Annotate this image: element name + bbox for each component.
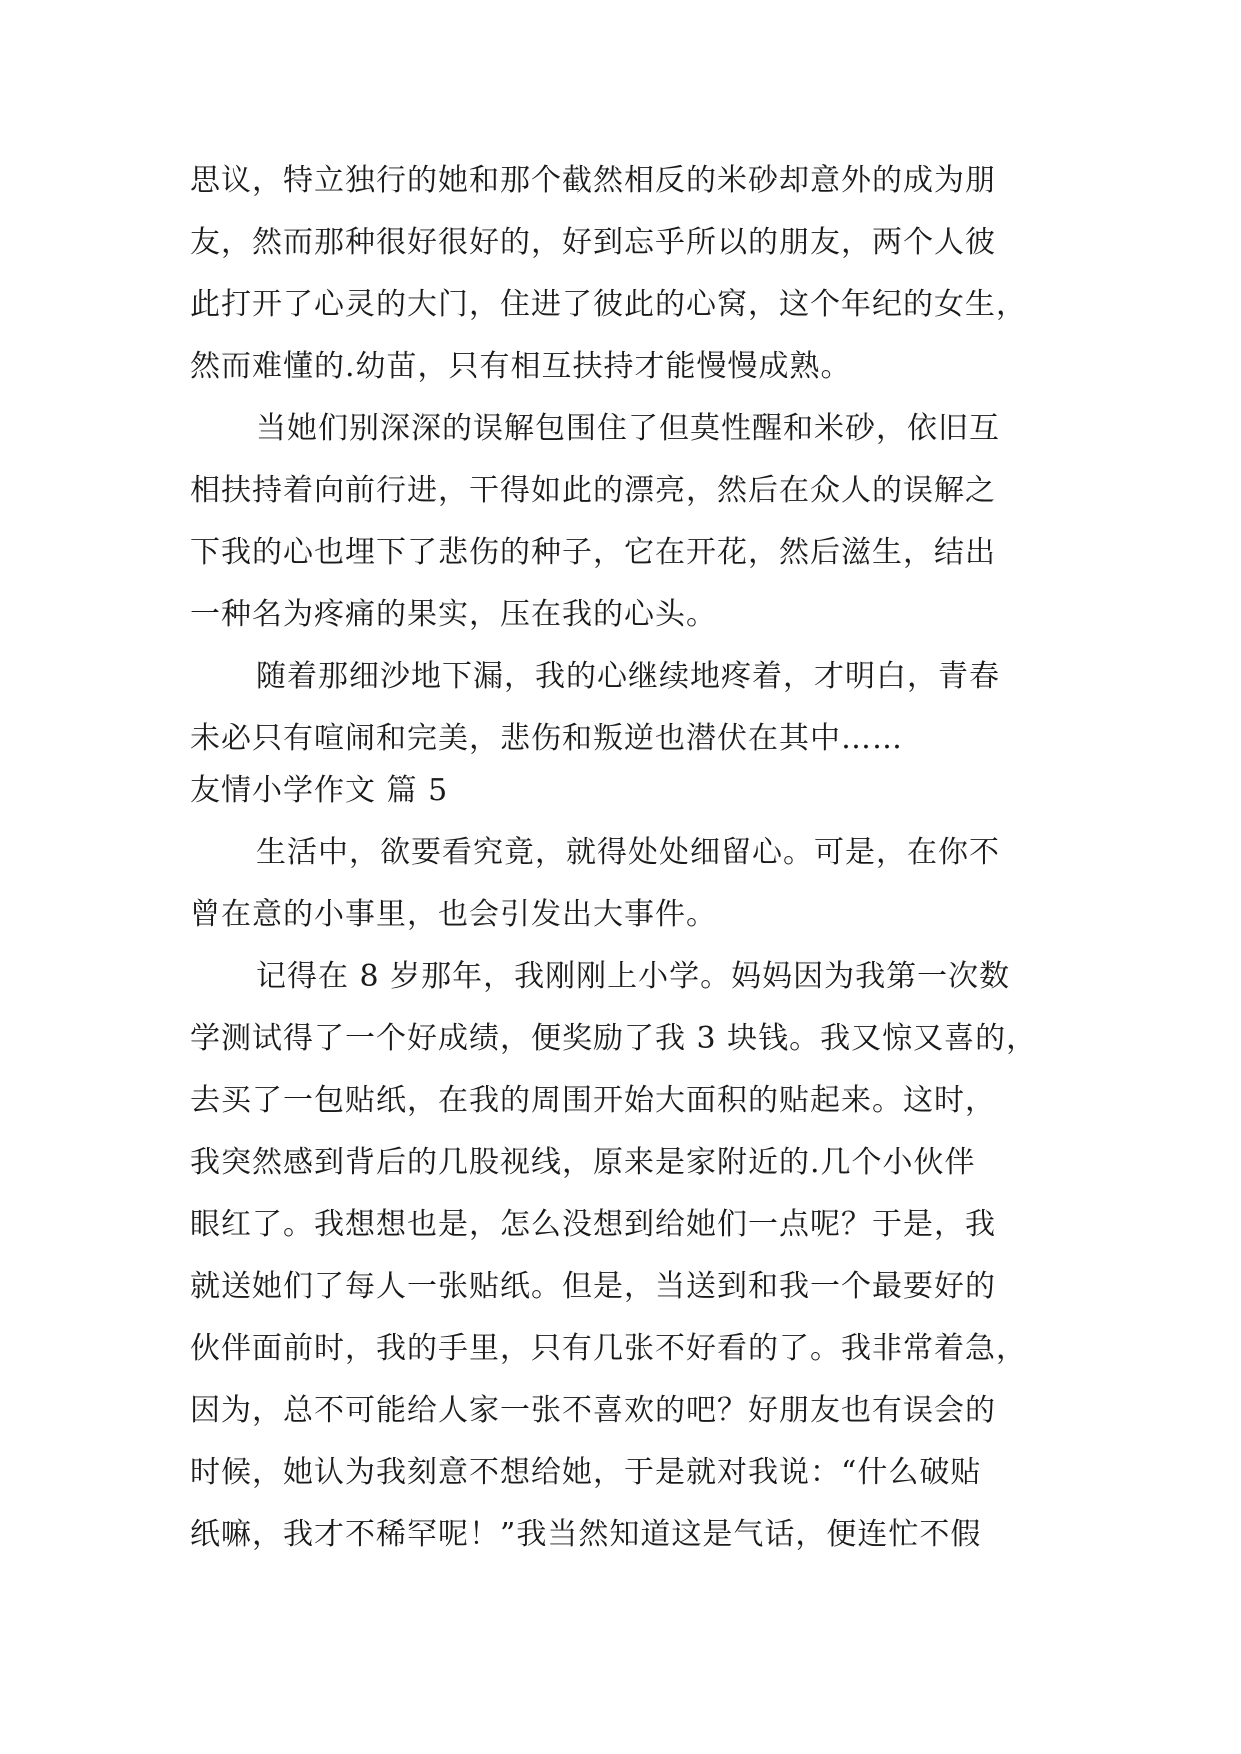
paragraph-line: 一种名为疼痛的果实，压在我的心头。 — [190, 597, 717, 632]
paragraph-line: 相扶持着向前行进，干得如此的漂亮，然后在众人的误解之 — [190, 473, 996, 508]
paragraph-line: 此打开了心灵的大门，住进了彼此的心窝，这个年纪的女生， — [190, 287, 1027, 322]
paragraph-line: 然而难懂的.幼苗，只有相互扶持才能慢慢成熟。 — [190, 349, 852, 384]
paragraph-line: 我突然感到背后的几股视线，原来是家附近的.几个小伙伴 — [190, 1145, 976, 1180]
paragraph-line: 曾在意的小事里，也会引发出大事件。 — [190, 897, 717, 932]
paragraph-line: 眼红了。我想想也是，怎么没想到给她们一点呢？于是，我 — [190, 1207, 996, 1242]
paragraph-line: 当她们别深深的误解包围住了但莫性醒和米砂，依旧互 — [256, 411, 1000, 446]
paragraph-line: 时候，她认为我刻意不想给她，于是就对我说：“什么破贴 — [190, 1455, 982, 1490]
essay-heading: 友情小学作文 篇 5 — [190, 773, 449, 808]
paragraph-line: 下我的心也埋下了悲伤的种子，它在开花，然后滋生，结出 — [190, 535, 996, 570]
paragraph-line: 去买了一包贴纸，在我的周围开始大面积的贴起来。这时， — [190, 1083, 996, 1118]
essay-section-5 — [190, 822, 1070, 1566]
paragraph-line: 思议，特立独行的她和那个截然相反的米砂却意外的成为朋 — [190, 163, 996, 198]
essay-section-previous — [190, 150, 1070, 770]
paragraph-line: 生活中，欲要看究竟，就得处处细留心。可是，在你不 — [256, 835, 1000, 870]
paragraph-line: 随着那细沙地下漏，我的心继续地疼着，才明白，青春 — [256, 659, 1000, 694]
paragraph-line: 友，然而那种很好很好的，好到忘乎所以的朋友，两个人彼 — [190, 225, 996, 260]
paragraph-line: 纸嘛，我才不稀罕呢！”我当然知道这是气话，便连忙不假 — [190, 1517, 982, 1552]
paragraph-line: 学测试得了一个好成绩，便奖励了我 3 块钱。我又惊又喜的， — [190, 1021, 1038, 1056]
paragraph-line: 记得在 8 岁那年，我刚刚上小学。妈妈因为我第一次数 — [256, 959, 1011, 994]
paragraph-line: 因为，总不可能给人家一张不喜欢的吧？好朋友也有误会的 — [190, 1393, 996, 1428]
paragraph-line: 未必只有喧闹和完美，悲伤和叛逆也潜伏在其中…… — [190, 721, 903, 756]
paragraph-line: 就送她们了每人一张贴纸。但是，当送到和我一个最要好的 — [190, 1269, 996, 1304]
paragraph-line: 伙伴面前时，我的手里，只有几张不好看的了。我非常着急， — [190, 1331, 1027, 1366]
